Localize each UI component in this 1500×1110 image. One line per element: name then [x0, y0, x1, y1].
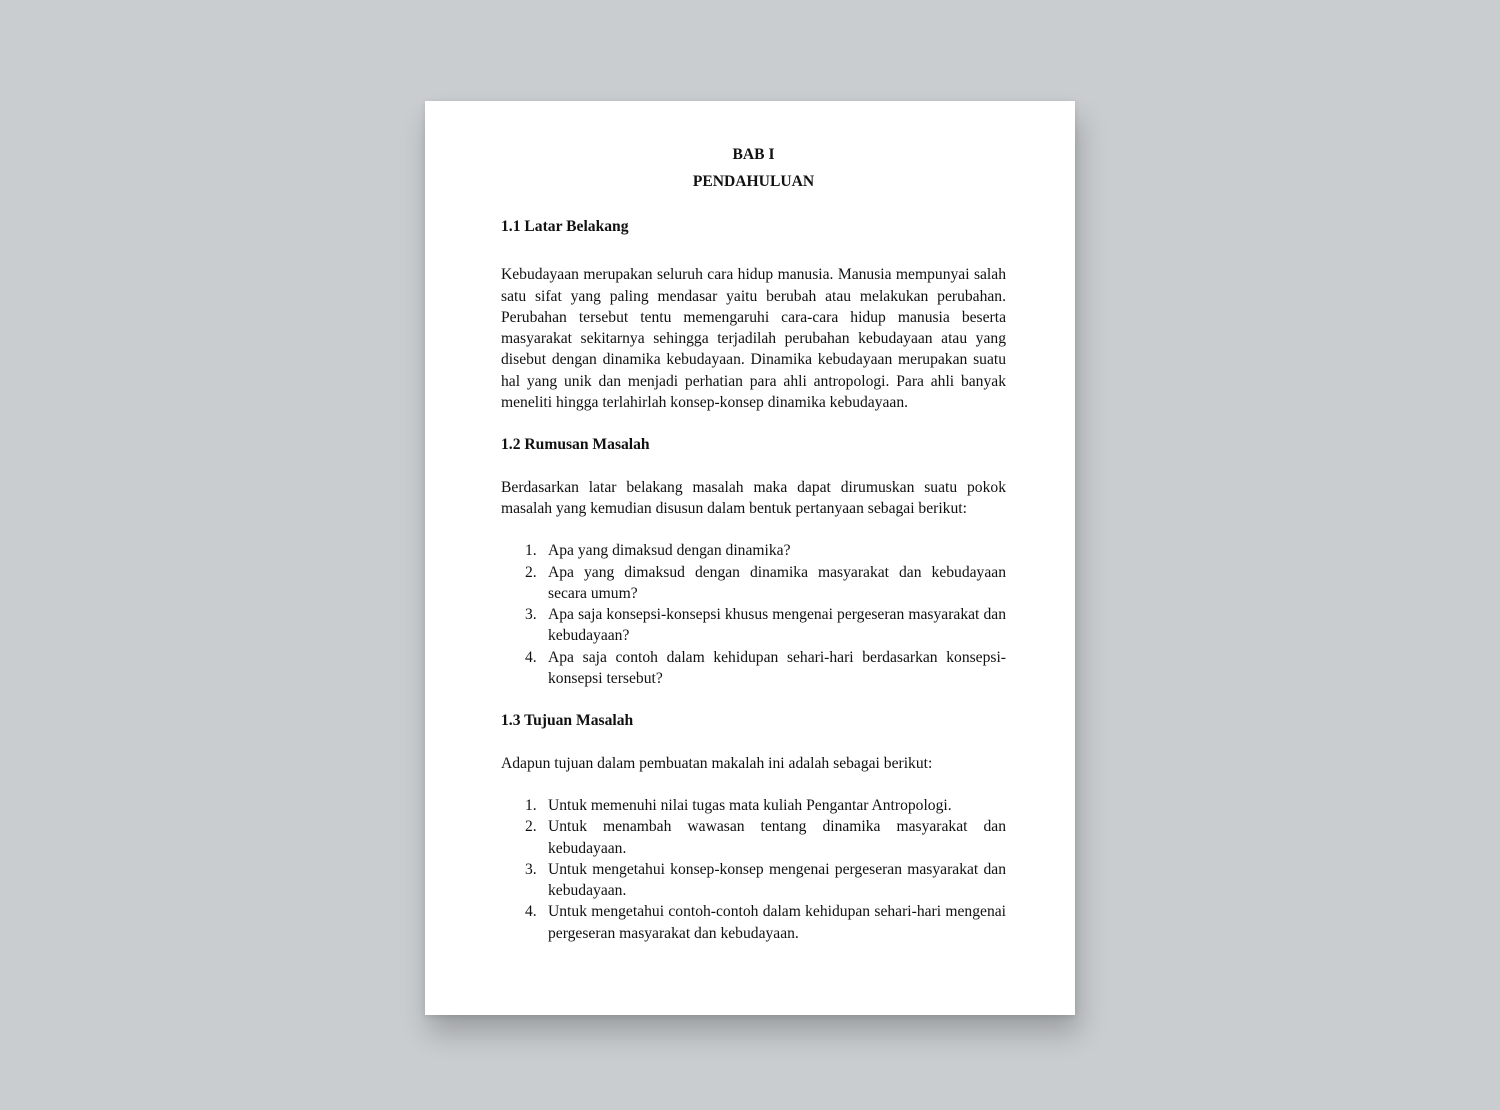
- list-item-number: 3.: [525, 606, 537, 624]
- list-item: [501, 540, 1006, 561]
- paragraph-tujuan-masalah: Adapun tujuan dalam pembuatan makalah ini adalah sebagai berikut:: [501, 754, 933, 772]
- page-content: [501, 141, 1006, 944]
- list-item-text: Apa saja konsepsi-konsepsi khusus mengenai pergeseran masyarakat dan kebudayaan?: [548, 606, 1006, 645]
- tujuan-masalah-list: [501, 795, 1006, 944]
- chapter-number: BAB I: [732, 146, 775, 163]
- list-item-number: 1.: [525, 796, 537, 814]
- list-item-text: Untuk menambah wawasan tentang dinamika masyarakat dan kebudayaan.: [548, 818, 1006, 857]
- section-heading-latar-belakang: 1.1 Latar Belakang: [501, 218, 629, 235]
- list-item-text: Untuk mengetahui contoh-contoh dalam kehidupan sehari-hari mengenai pergeseran masyarakat dan kebudayaan.: [548, 903, 1006, 942]
- rumusan-masalah-list: [501, 540, 1006, 689]
- list-item: [501, 562, 1006, 605]
- list-item-text: Apa saja contoh dalam kehidupan sehari-hari berdasarkan konsepsi-konsepsi tersebut?: [548, 648, 1006, 688]
- section-heading-rumusan-masalah: 1.2 Rumusan Masalah: [501, 436, 650, 454]
- list-item-number: 1.: [525, 542, 537, 560]
- section-heading-tujuan-masalah: 1.3 Tujuan Masalah: [501, 712, 634, 730]
- chapter-title: PENDAHULUAN: [692, 173, 815, 190]
- list-item: [501, 901, 1006, 944]
- list-item-text: Apa yang dimaksud dengan dinamika?: [548, 542, 791, 560]
- list-item-text: Untuk memenuhi nilai tugas mata kuliah Pengantar Antropologi.: [548, 796, 952, 814]
- list-item-text: Untuk mengetahui konsep-konsep mengenai pergeseran masyarakat dan kebudayaan.: [548, 860, 1006, 900]
- list-item-number: 4.: [525, 903, 537, 921]
- list-item-text: Apa yang dimaksud dengan dinamika masyarakat dan kebudayaan secara umum?: [548, 563, 1006, 602]
- list-item: [501, 859, 1006, 902]
- list-item-number: 2.: [525, 818, 537, 836]
- paragraph-latar-belakang: Kebudayaan merupakan seluruh cara hidup manusia. Manusia mempunyai salah satu sifat yang paling mendasar yaitu berubah atau melakukan perubahan. Perubahan tersebut tentu memengaruhi cara-cara hidup manusia beserta masyarakat sekitarnya sehingga terjadilah perubahan kebudayaan atau yang disebut dengan dinamika kebudayaan. Dinamika kebudayaan merupakan suatu hal yang unik dan menjadi perhatian para ahli antropologi. Para ahli banyak meneliti hingga terlahirlah konsep-konsep dinamika kebudayaan.: [501, 266, 1006, 412]
- document-page: [425, 101, 1075, 1015]
- list-item-number: 3.: [525, 860, 537, 878]
- list-item: [501, 816, 1006, 859]
- list-item: [501, 647, 1006, 690]
- list-item: [501, 795, 1006, 816]
- paragraph-rumusan-masalah: Berdasarkan latar belakang masalah maka dapat dirumuskan suatu pokok masalah yang kemudian disusun dalam bentuk pertanyaan sebagai berikut:: [501, 478, 1006, 517]
- list-item-number: 2.: [525, 563, 537, 581]
- list-item: [501, 604, 1006, 647]
- list-item-number: 4.: [525, 648, 537, 666]
